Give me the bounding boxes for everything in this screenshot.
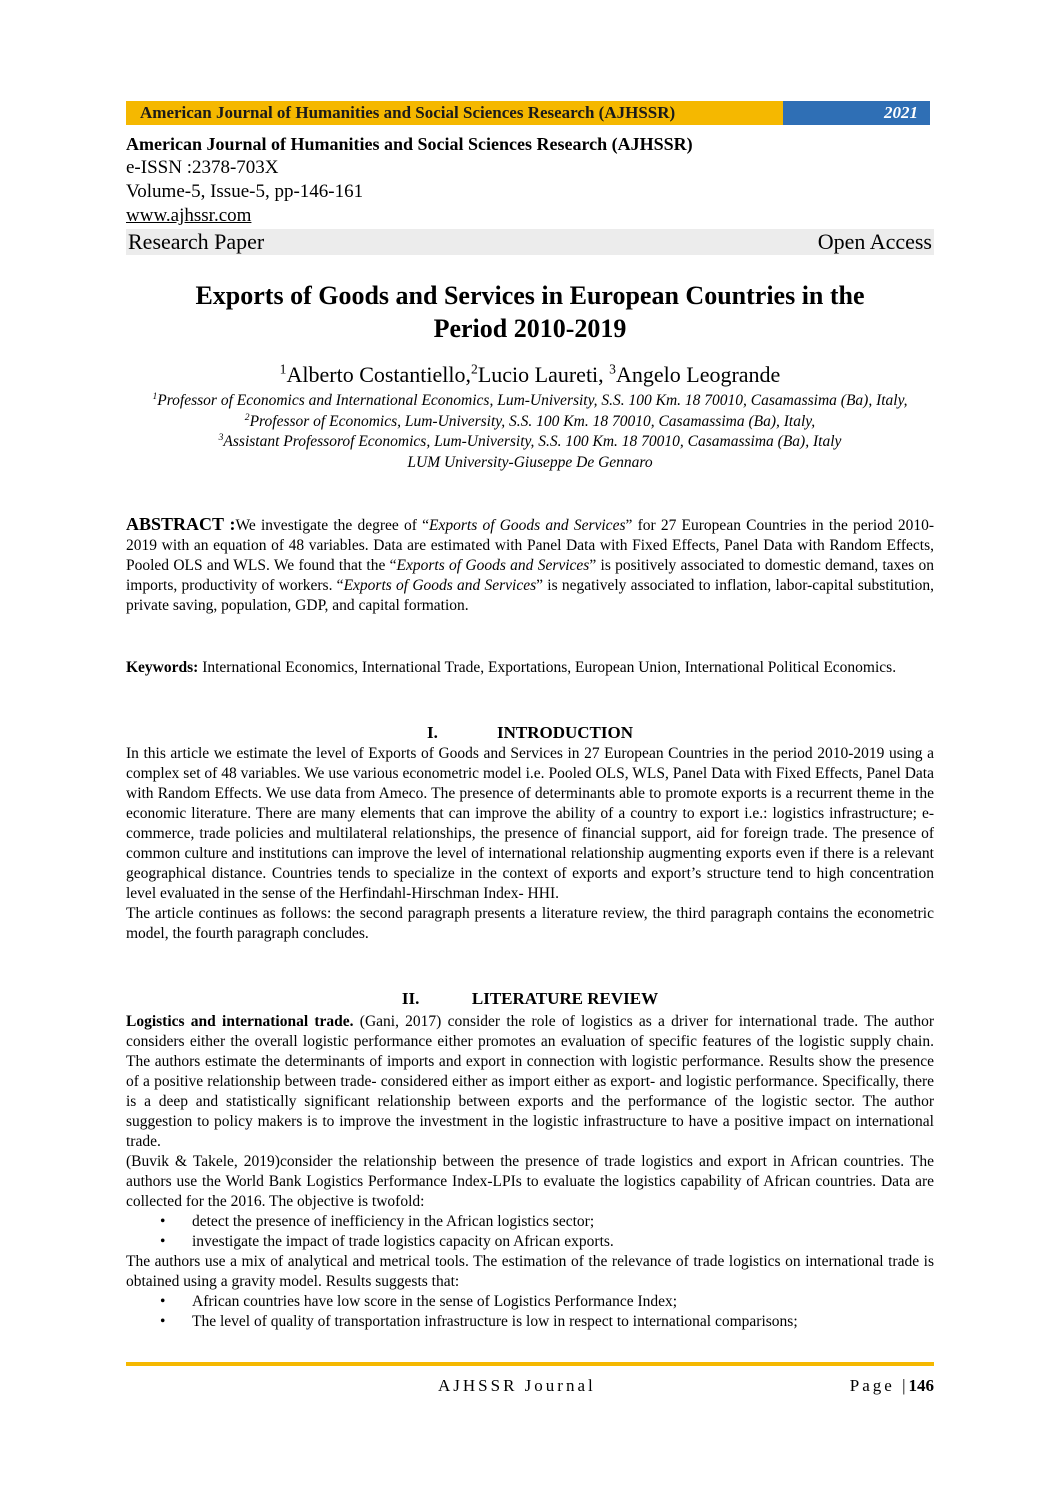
- lit-paragraph-1: [126, 1012, 934, 1152]
- author-1: Alberto Costantiello,: [286, 362, 472, 387]
- author-3: Angelo Leogrande: [615, 362, 781, 387]
- author-3-sup: 3: [609, 361, 616, 377]
- author-2: Lucio Laureti,: [477, 362, 610, 387]
- affiliation-1-text: Professor of Economics and International Economics, Lum-University, S.S. 100 Km. 18 70010, Casamassima (Ba), Italy,: [157, 392, 908, 409]
- access-type: Open Access: [817, 229, 932, 254]
- list-item: • investigate the impact of trade logistics capacity on African exports.: [126, 1232, 934, 1252]
- affiliations: [126, 391, 934, 473]
- introduction-body: [126, 744, 934, 944]
- section-number: II.: [401, 989, 420, 1008]
- affiliation-1-sup: 1: [152, 390, 158, 402]
- runin-heading: Logistics and international trade.: [126, 1013, 354, 1030]
- abstract: [126, 514, 934, 616]
- journal-website-link[interactable]: www.ajhssr.com: [126, 205, 252, 226]
- paper-type: Research Paper: [128, 229, 265, 254]
- title-line-1: Exports of Goods and Services in European Countries in the: [195, 281, 865, 310]
- section-number: I.: [426, 723, 438, 742]
- keywords-text: International Economics, International Trade, Exportations, European Union, International Political Economics.: [198, 659, 897, 676]
- author-list: [126, 361, 934, 389]
- title-line-2: Period 2010-2019: [433, 314, 627, 343]
- abstract-italic-2: Exports of Goods and Services: [396, 557, 590, 574]
- affiliation-3-sup: 3: [218, 431, 224, 443]
- author-2-sup: 2: [471, 361, 478, 377]
- section-title: INTRODUCTION: [496, 723, 634, 742]
- footer-page-label: Page |: [849, 1376, 909, 1395]
- footer-page: [850, 1374, 934, 1398]
- page-number: 146: [908, 1376, 934, 1395]
- abstract-italic-3: Exports of Goods and Services: [343, 577, 537, 594]
- footer-journal: AJHSSR Journal: [438, 1376, 596, 1395]
- running-header-journal: American Journal of Humanities and Social Sciences Research (AJHSSR): [126, 101, 783, 125]
- lit-paragraph-2: (Buvik & Takele, 2019)consider the relationship between the presence of trade logistics and export in African countries. The authors use the World Bank Logistics Performance Index-LPIs to evaluate the logistics capability of African countries. Data are collected for the 2016. The objective is twofold:: [126, 1153, 934, 1210]
- journal-info: [126, 132, 934, 228]
- paper-title: [126, 279, 934, 345]
- abstract-label: ABSTRACT :: [126, 514, 236, 534]
- bullet-list-2: [126, 1292, 934, 1332]
- section-heading-introduction: [126, 722, 934, 744]
- literature-review-body: [126, 1012, 934, 1332]
- section-heading-literature-review: [126, 988, 934, 1010]
- abstract-text-1: We investigate the degree of “: [235, 517, 430, 534]
- keywords-label: Keywords:: [126, 659, 199, 676]
- page-footer: [126, 1374, 934, 1398]
- affiliation-2-sup: 2: [244, 411, 250, 423]
- abstract-text-3: ” is positively associated to domestic demand, taxes on imports, productivity of workers. “: [126, 557, 934, 594]
- abstract-italic-1: Exports of Goods and Services: [429, 517, 626, 534]
- affiliation-4: LUM University-Giuseppe De Gennaro: [407, 453, 653, 471]
- affiliation-3-text: Assistant Professorof Economics, Lum-University, S.S. 100 Km. 18 70010, Casamassima (Ba), Italy: [223, 433, 842, 450]
- journal-name: American Journal of Humanities and Social Sciences Research (AJHSSR): [126, 134, 693, 154]
- bullet-list-1: [126, 1212, 934, 1252]
- abstract-text-2: ” for 27 European Countries in the period 2010-2019 with an equation of 48 variables. Data are estimated with Panel Data with Fixed Effects, Panel Data with Random Effects, Pooled OLS and WLS. We found that the “: [126, 517, 934, 574]
- paper-type-bar: [126, 229, 934, 255]
- intro-paragraph-2: The article continues as follows: the second paragraph presents a literature review, the third paragraph contains the econometric model, the fourth paragraph concludes.: [126, 905, 934, 942]
- list-item: • detect the presence of inefficiency in the African logistics sector;: [126, 1212, 934, 1232]
- journal-issn: e-ISSN :2378-703X: [126, 157, 279, 178]
- affiliation-2: [126, 412, 934, 433]
- author-1-sup: 1: [279, 361, 287, 377]
- lit-paragraph-1-text: (Gani, 2017) consider the role of logistics as a driver for international trade. The author considers either the overall logistic performance either promotes an evaluation of specific features of the logistic supply chain. The authors estimate the determinants of imports and export in connection with logistic performance. Results show the presence of a positive relationship between trade- considered either as import either as export- and logistic performance. Specifically, there is a deep and statistically significant relationship between exports and the performance of the logistic sector. The author suggestion to policy makers is to improve the investment in the logistic infrastructure to have a positive impact on international trade.: [126, 1013, 935, 1150]
- journal-volume: Volume-5, Issue-5, pp-146-161: [126, 181, 364, 202]
- list-item: • African countries have low score in the sense of Logistics Performance Index;: [126, 1292, 934, 1312]
- running-header-year: 2021: [783, 101, 930, 125]
- footer-rule: [126, 1362, 934, 1366]
- lit-paragraph-3: The authors use a mix of analytical and metrical tools. The estimation of the relevance of trade logistics on international trade is obtained using a gravity model. Results suggests that:: [126, 1253, 934, 1290]
- intro-paragraph-1: In this article we estimate the level of Exports of Goods and Services in 27 European Countries in the period 2010-2019 using a complex set of 48 variables. We use various econometric model i.e. Pooled OLS, WLS, Panel Data with Fixed Effects, Panel Data with Random Effects. We use data from Ameco. The presence of determinants able to promote exports is a recurrent theme in the economic literature. There are many elements that can improve the ability of a country to export i.e.: logistics infrastructure; e-commerce, trade policies and multilateral relationships, the presence of financial support, aid for foreign trade. The presence of common culture and institutions can improve the level of international relationship augmenting exports even if there is a relevant geographical distance. Countries tends to specialize in the context of exports and export’s structure tend to high concentration level evaluated in the sense of the Herfindahl-Hirschman Index- HHI.: [126, 745, 934, 902]
- list-item: • The level of quality of transportation infrastructure is low in respect to international comparisons;: [126, 1312, 934, 1332]
- affiliation-1: [126, 391, 934, 412]
- affiliation-3: [126, 432, 934, 453]
- section-title: LITERATURE REVIEW: [471, 989, 659, 1008]
- affiliation-2-text: Professor of Economics, Lum-University, S.S. 100 Km. 18 70010, Casamassima (Ba), Italy,: [249, 412, 816, 430]
- keywords: [126, 658, 934, 678]
- running-header: [126, 101, 930, 125]
- abstract-text-4: ” is negatively associated to inflation, labor-capital substitution, private saving, population, GDP, and capital formation.: [126, 577, 934, 614]
